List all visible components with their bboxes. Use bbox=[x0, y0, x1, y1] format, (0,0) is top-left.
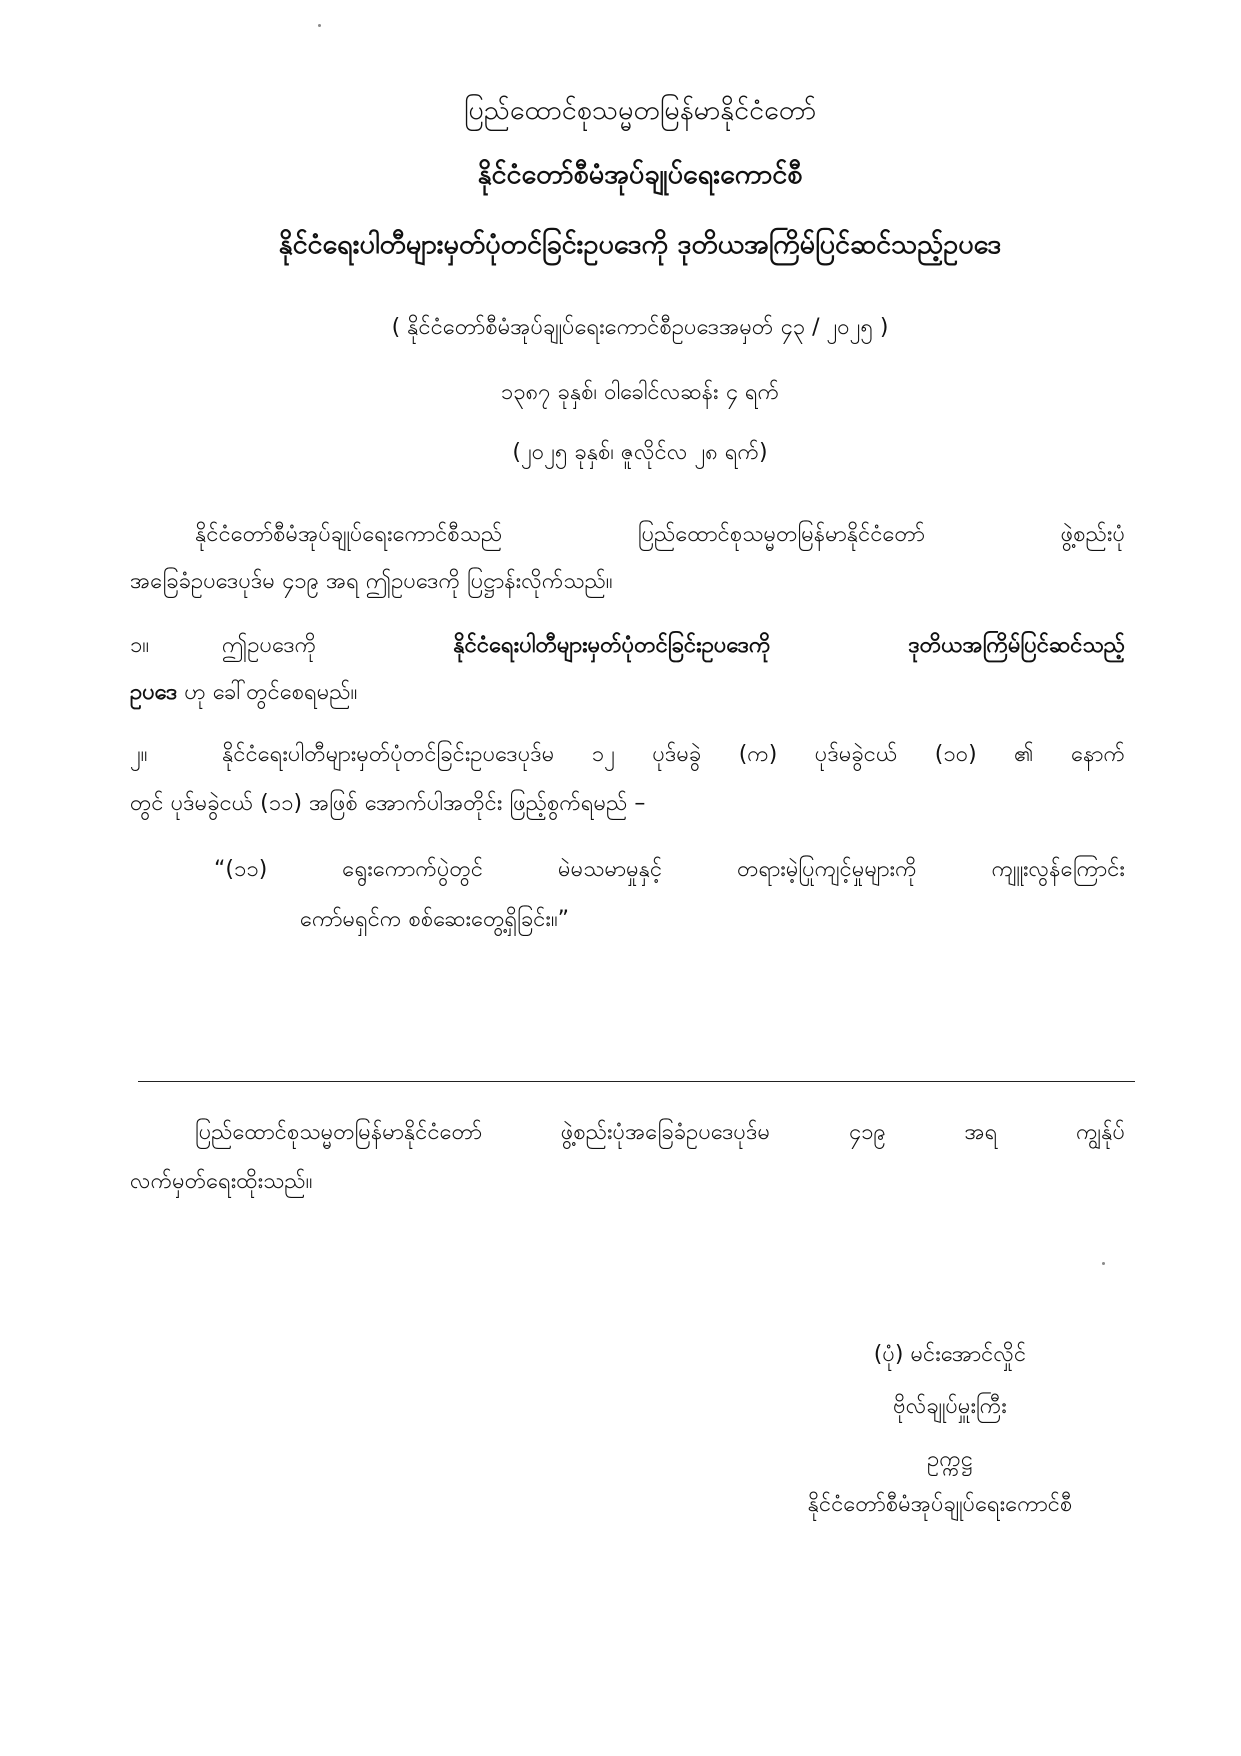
date-gregorian: (၂၀၂၅ ခုနှစ်၊ ဇူလိုင်လ ၂၈ ရက်) bbox=[512, 440, 768, 465]
closing-line-2: လက်မှတ်ရေးထိုးသည်။ bbox=[130, 1169, 313, 1194]
signature-body: နိုင်ငံတော်စီမံအုပ်ချုပ်ရေးကောင်စီ bbox=[807, 1492, 1073, 1517]
divider-line bbox=[138, 1081, 1135, 1082]
law-number: ( နိုင်ငံတော်စီမံအုပ်ချုပ်ရေးကောင်စီဥပဒေအမှတ် ၄၃ / ၂၀၂၅ ) bbox=[391, 315, 889, 340]
signature-rank: ဗိုလ်ချုပ်မှူးကြီး bbox=[893, 1394, 1007, 1419]
scan-speck bbox=[318, 24, 321, 27]
signature-name: (ပုံ) မင်းအောင်လှိုင် bbox=[873, 1342, 1027, 1367]
law-title: နိုင်ငံရေးပါတီများမှတ်ပုံတင်ခြင်းဥပဒေကို ဒုတိယအကြိမ်ပြင်ဆင်သည့်ဥပဒေ bbox=[278, 229, 1002, 260]
preamble-line-1: နိုင်ငံတော်စီမံအုပ်ချုပ်ရေးကောင်စီသည် ပြည်ထောင်စုသမ္မတမြန်မာနိုင်ငံတော် ဖွဲ့စည်းပုံ bbox=[195, 522, 1125, 547]
section-1-prefix: ဤဥပဒေကို bbox=[222, 633, 317, 658]
section-2-line-1: နိုင်ငံရေးပါတီများမှတ်ပုံတင်ခြင်းဥပဒေပုဒ်မ ၁၂ ပုဒ်မခွဲ (က) ပုဒ်မခွဲငယ် (၁၀) ၏ နောက် bbox=[222, 742, 1125, 767]
scan-speck bbox=[1102, 1262, 1105, 1265]
closing-line-1: ပြည်ထောင်စုသမ္မတမြန်မာနိုင်ငံတော် ဖွဲ့စည်းပုံအခြေခံဥပဒေပုဒ်မ ၄၁၉ အရ ကျွန်ုပ် bbox=[195, 1120, 1125, 1145]
section-1-number: ၁။ bbox=[130, 633, 150, 658]
preamble-line-2: အခြေခံဥပဒေပုဒ်မ ၄၁၉ အရ ဤဥပဒေကို ပြဋ္ဌာန်းလိုက်သည်။ bbox=[130, 569, 613, 594]
council-title: နိုင်ငံတော်စီမံအုပ်ချုပ်ရေးကောင်စီ bbox=[477, 159, 803, 190]
date-myanmar: ၁၃၈၇ ခုနှစ်၊ ဝါခေါင်လဆန်း ၄ ရက် bbox=[500, 380, 780, 405]
section-1-rest: ဟု ခေါ်တွင်စေရမည်။ bbox=[184, 680, 358, 705]
signature-title: ဥက္ကဋ္ဌ bbox=[927, 1447, 973, 1472]
section-1-line-2 bbox=[130, 676, 357, 710]
section-1-law-name: နိုင်ငံရေးပါတီများမှတ်ပုံတင်ခြင်းဥပဒေကို ဒုတိယအကြိမ်ပြင်ဆင်သည့် bbox=[453, 633, 1125, 658]
section-2-line-2: တွင် ပုဒ်မခွဲငယ် (၁၁) အဖြစ် အောက်ပါအတိုင်း ဖြည့်စွက်ရမည် – bbox=[130, 791, 646, 816]
section-2-quote-line-2: ကော်မရှင်က စစ်ဆေးတွေ့ရှိခြင်း။” bbox=[300, 907, 570, 932]
section-2-quote-line-1: “(၁၁) ရွေးကောက်ပွဲတွင် မဲမသမာမှုနှင့် တရားမဲ့ပြုကျင့်မှုများကို ကျူးလွန်ကြောင်း bbox=[214, 857, 1125, 882]
section-1-law-name-end: ဥပဒေ bbox=[130, 680, 178, 705]
country-title: ပြည်ထောင်စုသမ္မတမြန်မာနိုင်ငံတော် bbox=[463, 95, 817, 126]
section-2-number: ၂။ bbox=[130, 742, 148, 767]
section-1-line-1 bbox=[222, 629, 1125, 663]
